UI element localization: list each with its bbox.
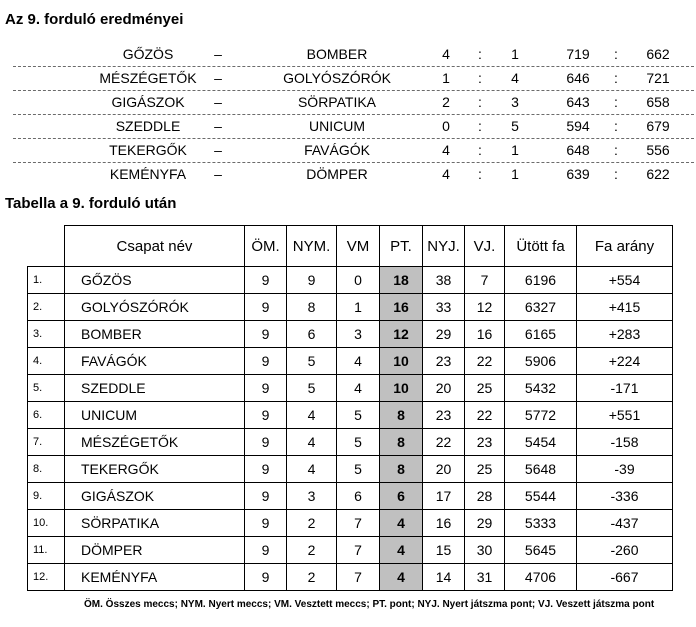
home-team: SZEDDLE: [115, 118, 181, 134]
rank-cell: 11.: [28, 537, 65, 564]
played-cell: 9: [245, 348, 287, 375]
dash-separator: –: [214, 94, 222, 110]
points-cell: 4: [380, 537, 423, 564]
team-cell: SÖRPATIKA: [65, 510, 245, 537]
away-score: 1: [511, 46, 519, 62]
table-header-row: [28, 226, 673, 267]
away-team: SÖRPATIKA: [297, 94, 377, 110]
away-score: 5: [511, 118, 519, 134]
away-score: 1: [511, 142, 519, 158]
sets-won-cell: 16: [423, 510, 465, 537]
team-cell: GOLYÓSZÓRÓK: [65, 294, 245, 321]
table-row: [28, 429, 673, 456]
played-cell: 9: [245, 321, 287, 348]
team-cell: UNICUM: [65, 402, 245, 429]
header-wood: Ütött fa: [505, 226, 577, 267]
results-title: Az 9. forduló eredményei: [5, 11, 184, 28]
wood-cell: 5333: [505, 510, 577, 537]
away-wood: 662: [646, 46, 670, 62]
wood-cell: 5648: [505, 456, 577, 483]
sets-lost-cell: 22: [465, 348, 505, 375]
header-team: Csapat név: [65, 226, 245, 267]
away-wood: 679: [646, 118, 670, 134]
sets-lost-cell: 29: [465, 510, 505, 537]
won-cell: 4: [287, 429, 337, 456]
won-cell: 4: [287, 402, 337, 429]
points-cell: 4: [380, 564, 423, 591]
away-team: UNICUM: [309, 118, 365, 134]
played-cell: 9: [245, 267, 287, 294]
home-score: 0: [442, 118, 450, 134]
won-cell: 9: [287, 267, 337, 294]
sets-lost-cell: 22: [465, 402, 505, 429]
sets-lost-cell: 7: [465, 267, 505, 294]
sets-won-cell: 23: [423, 348, 465, 375]
points-cell: 8: [380, 429, 423, 456]
home-score: 2: [442, 94, 450, 110]
table-row: [28, 375, 673, 402]
wood-cell: 6327: [505, 294, 577, 321]
home-score: 4: [442, 166, 450, 182]
score-separator: :: [478, 142, 482, 158]
played-cell: 9: [245, 537, 287, 564]
away-wood: 721: [646, 70, 670, 86]
team-cell: BOMBER: [65, 321, 245, 348]
wood-cell: 5544: [505, 483, 577, 510]
home-team: MÉSZÉGETŐK: [99, 70, 197, 86]
table-row: [28, 402, 673, 429]
points-cell: 10: [380, 375, 423, 402]
home-score: 4: [442, 46, 450, 62]
home-team: GŐZÖS: [122, 46, 174, 62]
header-sets-won: NYJ.: [423, 226, 465, 267]
lost-cell: 5: [337, 429, 380, 456]
points-cell: 10: [380, 348, 423, 375]
ratio-cell: -336: [577, 483, 673, 510]
rank-cell: 6.: [28, 402, 65, 429]
wood-cell: 5906: [505, 348, 577, 375]
wood-separator: :: [614, 118, 618, 134]
rank-cell: 3.: [28, 321, 65, 348]
home-team: KEMÉNYFA: [109, 166, 187, 182]
table-row: [28, 267, 673, 294]
won-cell: 2: [287, 537, 337, 564]
away-score: 3: [511, 94, 519, 110]
sets-won-cell: 20: [423, 375, 465, 402]
sets-lost-cell: 23: [465, 429, 505, 456]
played-cell: 9: [245, 402, 287, 429]
sets-won-cell: 23: [423, 402, 465, 429]
team-cell: SZEDDLE: [65, 375, 245, 402]
sets-lost-cell: 25: [465, 456, 505, 483]
team-cell: TEKERGŐK: [65, 456, 245, 483]
header-won: NYM.: [287, 226, 337, 267]
points-cell: 4: [380, 510, 423, 537]
rank-cell: 7.: [28, 429, 65, 456]
score-separator: :: [478, 70, 482, 86]
wood-cell: 4706: [505, 564, 577, 591]
lost-cell: 0: [337, 267, 380, 294]
score-separator: :: [478, 46, 482, 62]
lost-cell: 5: [337, 456, 380, 483]
rank-cell: 9.: [28, 483, 65, 510]
away-team: FAVÁGÓK: [304, 142, 370, 158]
header-ratio: Fa arány: [577, 226, 673, 267]
lost-cell: 7: [337, 510, 380, 537]
lost-cell: 3: [337, 321, 380, 348]
ratio-cell: -667: [577, 564, 673, 591]
sets-won-cell: 14: [423, 564, 465, 591]
lost-cell: 4: [337, 348, 380, 375]
header-lost: VM: [337, 226, 380, 267]
wood-cell: 5772: [505, 402, 577, 429]
header-points: PT.: [380, 226, 423, 267]
home-wood: 643: [566, 94, 590, 110]
ratio-cell: -158: [577, 429, 673, 456]
wood-separator: :: [614, 70, 618, 86]
wood-cell: 5432: [505, 375, 577, 402]
sets-won-cell: 29: [423, 321, 465, 348]
footnote: ÖM. Összes meccs; NYM. Nyert meccs; VM. Vesztett meccs; PT. pont; NYJ. Nyert játszma pont; VJ. Veszett játszma pont: [84, 599, 655, 610]
dash-separator: –: [214, 70, 222, 86]
home-wood: 719: [566, 46, 590, 62]
wood-cell: 5645: [505, 537, 577, 564]
won-cell: 2: [287, 510, 337, 537]
away-team: GOLYÓSZÓRÓK: [283, 70, 391, 86]
points-cell: 18: [380, 267, 423, 294]
played-cell: 9: [245, 456, 287, 483]
won-cell: 5: [287, 348, 337, 375]
sets-lost-cell: 25: [465, 375, 505, 402]
team-cell: GŐZÖS: [65, 267, 245, 294]
points-cell: 6: [380, 483, 423, 510]
won-cell: 2: [287, 564, 337, 591]
table-row: [28, 564, 673, 591]
played-cell: 9: [245, 375, 287, 402]
standings-table: [27, 225, 673, 591]
points-cell: 8: [380, 402, 423, 429]
results-list: [13, 43, 694, 186]
played-cell: 9: [245, 510, 287, 537]
won-cell: 3: [287, 483, 337, 510]
rank-cell: 12.: [28, 564, 65, 591]
wood-separator: :: [614, 94, 618, 110]
sets-lost-cell: 28: [465, 483, 505, 510]
result-row: [13, 91, 694, 115]
table-row: [28, 348, 673, 375]
table-row: [28, 510, 673, 537]
sets-won-cell: 22: [423, 429, 465, 456]
sets-won-cell: 38: [423, 267, 465, 294]
team-cell: DÖMPER: [65, 537, 245, 564]
won-cell: 4: [287, 456, 337, 483]
dash-separator: –: [214, 166, 222, 182]
rank-cell: 2.: [28, 294, 65, 321]
rank-cell: 5.: [28, 375, 65, 402]
ratio-cell: +224: [577, 348, 673, 375]
away-score: 4: [511, 70, 519, 86]
rank-cell: 8.: [28, 456, 65, 483]
result-row: [13, 139, 694, 163]
played-cell: 9: [245, 564, 287, 591]
team-cell: MÉSZÉGETŐK: [65, 429, 245, 456]
sets-won-cell: 15: [423, 537, 465, 564]
team-cell: FAVÁGÓK: [65, 348, 245, 375]
result-row: [13, 115, 694, 139]
wood-separator: :: [614, 142, 618, 158]
ratio-cell: +415: [577, 294, 673, 321]
lost-cell: 7: [337, 564, 380, 591]
lost-cell: 1: [337, 294, 380, 321]
home-wood: 594: [566, 118, 590, 134]
table-row: [28, 537, 673, 564]
wood-separator: :: [614, 166, 618, 182]
table-row: [28, 294, 673, 321]
header-sets-lost: VJ.: [465, 226, 505, 267]
won-cell: 8: [287, 294, 337, 321]
points-cell: 12: [380, 321, 423, 348]
sets-won-cell: 33: [423, 294, 465, 321]
table-row: [28, 456, 673, 483]
won-cell: 5: [287, 375, 337, 402]
lost-cell: 6: [337, 483, 380, 510]
table-row: [28, 483, 673, 510]
rank-cell: 4.: [28, 348, 65, 375]
wood-cell: 6165: [505, 321, 577, 348]
wood-cell: 5454: [505, 429, 577, 456]
sets-won-cell: 20: [423, 456, 465, 483]
dash-separator: –: [214, 118, 222, 134]
dash-separator: –: [214, 46, 222, 62]
ratio-cell: -437: [577, 510, 673, 537]
home-wood: 639: [566, 166, 590, 182]
ratio-cell: -39: [577, 456, 673, 483]
dash-separator: –: [214, 142, 222, 158]
home-wood: 648: [566, 142, 590, 158]
away-team: BOMBER: [306, 46, 368, 62]
away-wood: 658: [646, 94, 670, 110]
ratio-cell: +283: [577, 321, 673, 348]
team-cell: GIGÁSZOK: [65, 483, 245, 510]
played-cell: 9: [245, 294, 287, 321]
wood-cell: 6196: [505, 267, 577, 294]
table-title: Tabella a 9. forduló után: [5, 195, 177, 212]
home-team: GIGÁSZOK: [111, 94, 185, 110]
rank-cell: 10.: [28, 510, 65, 537]
score-separator: :: [478, 94, 482, 110]
home-score: 4: [442, 142, 450, 158]
sets-lost-cell: 16: [465, 321, 505, 348]
score-separator: :: [478, 118, 482, 134]
played-cell: 9: [245, 483, 287, 510]
sets-won-cell: 17: [423, 483, 465, 510]
away-team: DÖMPER: [306, 166, 368, 182]
team-cell: KEMÉNYFA: [65, 564, 245, 591]
ratio-cell: +551: [577, 402, 673, 429]
table-row: [28, 321, 673, 348]
home-team: TEKERGŐK: [109, 142, 187, 158]
ratio-cell: -171: [577, 375, 673, 402]
points-cell: 8: [380, 456, 423, 483]
home-wood: 646: [566, 70, 590, 86]
result-row: [13, 43, 694, 67]
header-played: ÖM.: [245, 226, 287, 267]
sets-lost-cell: 31: [465, 564, 505, 591]
rank-cell: 1.: [28, 267, 65, 294]
home-score: 1: [442, 70, 450, 86]
away-score: 1: [511, 166, 519, 182]
sets-lost-cell: 12: [465, 294, 505, 321]
ratio-cell: -260: [577, 537, 673, 564]
played-cell: 9: [245, 429, 287, 456]
lost-cell: 5: [337, 402, 380, 429]
result-row: [13, 67, 694, 91]
score-separator: :: [478, 166, 482, 182]
points-cell: 16: [380, 294, 423, 321]
away-wood: 556: [646, 142, 670, 158]
ratio-cell: +554: [577, 267, 673, 294]
away-wood: 622: [646, 166, 670, 182]
header-corner: [28, 226, 65, 267]
won-cell: 6: [287, 321, 337, 348]
result-row: [13, 163, 694, 186]
wood-separator: :: [614, 46, 618, 62]
sets-lost-cell: 30: [465, 537, 505, 564]
lost-cell: 4: [337, 375, 380, 402]
lost-cell: 7: [337, 537, 380, 564]
